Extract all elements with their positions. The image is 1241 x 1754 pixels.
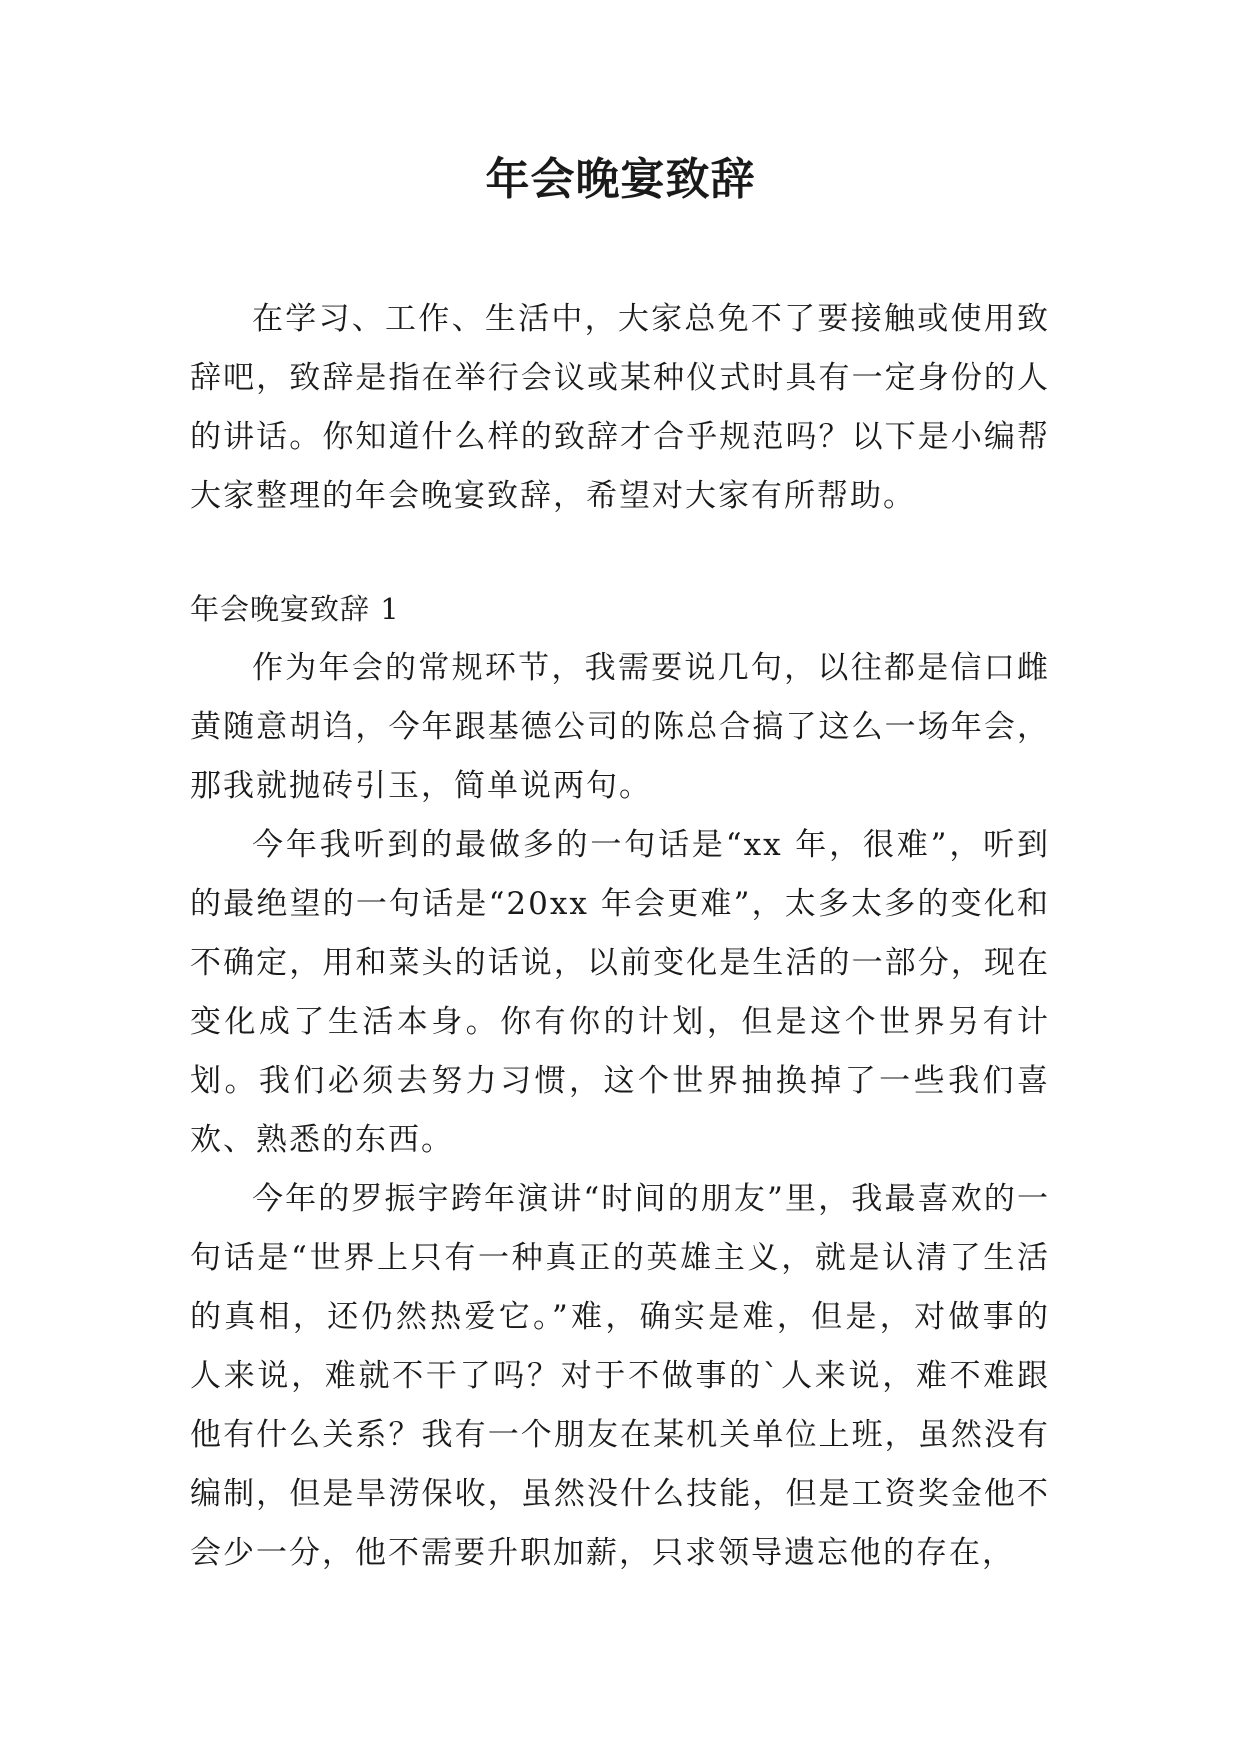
document-title: 年会晚宴致辞 xyxy=(485,154,756,205)
intro-paragraph: 在学习、工作、生活中，大家总免不了要接触或使用致辞吧，致辞是指在举行会议或某种仪式时具有一定身份的人的讲话。你知道什么样的致辞才合乎规范吗？以下是小编帮大家整理的年会晚宴致辞，希望对大家有所帮助。 xyxy=(190,301,1050,514)
body-paragraph-1: 作为年会的常规环节，我需要说几句，以往都是信口雌黄随意胡诌，今年跟基德公司的陈总合搞了这么一场年会，那我就抛砖引玉，简单说两句。 xyxy=(190,650,1050,804)
section-heading: 年会晚宴致辞 1 xyxy=(190,592,400,626)
body-paragraph-3: 今年的罗振宇跨年演讲“时间的朋友”里，我最喜欢的一句话是“世界上只有一种真正的英雄主义，就是认清了生活的真相，还仍然热爱它。”难，确实是难，但是，对做事的人来说，难就不干了吗？对于不做事的`人来说，难不难跟他有什么关系？我有一个朋友在某机关单位上班，虽然没有编制，但是旱涝保收，虽然没什么技能，但是工资奖金他不会少一分，他不需要升职加薪，只求领导遗忘他的存在， xyxy=(190,1181,1050,1571)
body-paragraph-2: 今年我听到的最做多的一句话是“xx 年，很难”，听到的最绝望的一句话是“20xx 年会更难”，太多太多的变化和不确定，用和菜头的话说，以前变化是生活的一部分，现在变化成了生活本身。你有你的计划，但是这个世界另有计划。我们必须去努力习惯，这个世界抽换掉了一些我们喜欢、熟悉的东西。 xyxy=(190,827,1050,1158)
document-body xyxy=(190,290,1050,1583)
